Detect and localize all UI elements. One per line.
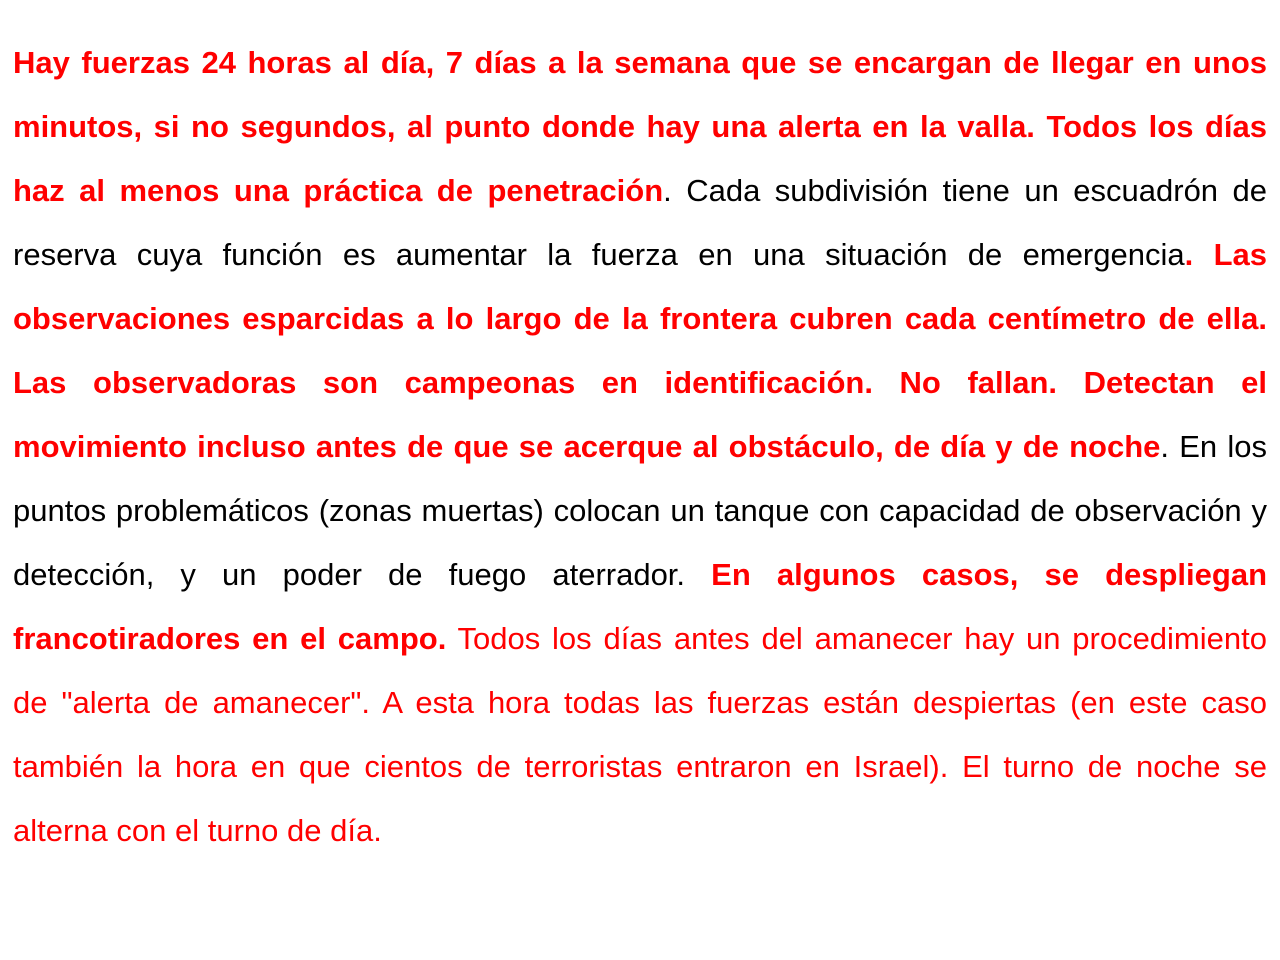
text-segment-emphasis: . Las observaciones esparcidas a lo largo de la frontera cubren cada centímetro de ella. Las observadoras son campeonas en identificación. No fallan. Detectan el movimiento incluso antes de que se acerque al obstáculo, de día y de noche xyxy=(13,237,1267,464)
text-segment-emphasis: Hay fuerzas 24 horas al día, 7 días a la semana que se encargan de llegar en unos minutos, si no segundos, al punto donde hay una alerta en la valla. Todos los días haz al menos una práctica de penetración xyxy=(13,45,1267,208)
body-paragraph xyxy=(13,31,1267,863)
text-segment-plain: . Cada subdivisión tiene un escuadrón de reserva cuya función es aumentar la fuerza en una situación de emergencia xyxy=(13,173,1267,272)
text-segment-emphasis: En algunos casos, se despliegan francotiradores en el campo. xyxy=(13,557,1268,656)
document-page xyxy=(13,31,1267,863)
text-segment-red: Todos los días antes del amanecer hay un procedimiento de "alerta de amanecer". A esta hora todas las fuerzas están despiertas (en este caso también la hora en que cientos de terroristas entraron en Israel). El turno de noche se alterna con el turno de día. xyxy=(13,621,1267,848)
text-segment-plain: . En los puntos problemáticos (zonas muertas) colocan un tanque con capacidad de observación y detección, y un poder de fuego aterrador. xyxy=(13,429,1267,592)
